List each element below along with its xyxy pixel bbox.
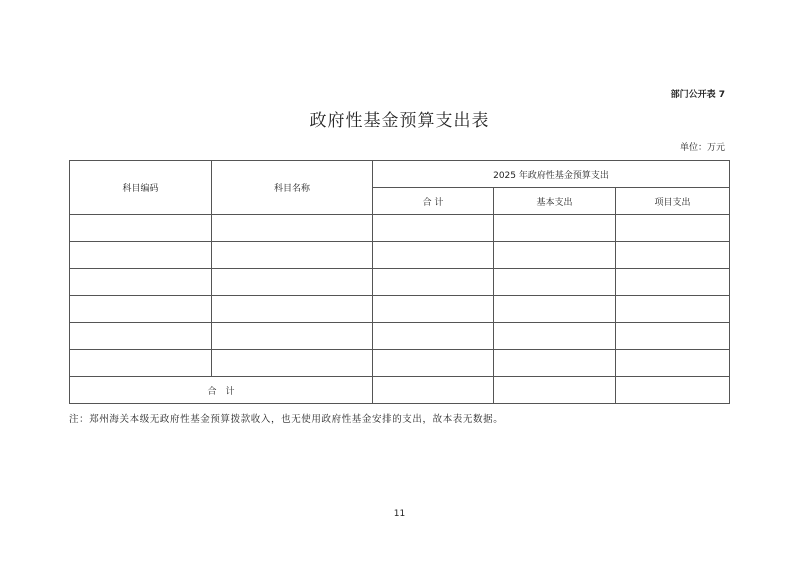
cell-name	[212, 242, 373, 269]
table-row	[70, 323, 730, 350]
cell-project	[616, 296, 730, 323]
header-basic-expense: 基本支出	[494, 188, 616, 215]
cell-basic	[494, 215, 616, 242]
table-row	[70, 215, 730, 242]
cell-total	[373, 269, 494, 296]
table-row	[70, 269, 730, 296]
total-basic	[494, 377, 616, 404]
total-row	[70, 377, 730, 404]
document-label: 部门公开表 7	[670, 90, 725, 100]
cell-code	[70, 269, 212, 296]
cell-project	[616, 323, 730, 350]
cell-code	[70, 242, 212, 269]
table-header-row	[70, 161, 730, 188]
header-total: 合 计	[373, 188, 494, 215]
table-row	[70, 242, 730, 269]
cell-name	[212, 296, 373, 323]
header-project-expense: 项目支出	[616, 188, 730, 215]
page-title: 政府性基金预算支出表	[309, 111, 490, 131]
total-label: 合 计	[70, 377, 373, 404]
footnote: 注：郑州海关本级无政府性基金预算拨款收入，也无使用政府性基金安排的支出，故本表无数据。	[69, 414, 504, 425]
cell-project	[616, 215, 730, 242]
cell-total	[373, 323, 494, 350]
cell-total	[373, 242, 494, 269]
page-number: 11	[393, 509, 406, 519]
total-sum	[373, 377, 494, 404]
cell-project	[616, 242, 730, 269]
unit-label: 单位：万元	[679, 143, 725, 153]
cell-project	[616, 269, 730, 296]
cell-basic	[494, 296, 616, 323]
cell-basic	[494, 350, 616, 377]
cell-total	[373, 296, 494, 323]
total-project	[616, 377, 730, 404]
cell-total	[373, 350, 494, 377]
cell-project	[616, 350, 730, 377]
header-subject-code: 科目编码	[70, 161, 212, 215]
table-row	[70, 350, 730, 377]
cell-code	[70, 350, 212, 377]
cell-basic	[494, 269, 616, 296]
cell-basic	[494, 323, 616, 350]
cell-code	[70, 296, 212, 323]
header-group: 2025 年政府性基金预算支出	[373, 161, 730, 188]
cell-total	[373, 215, 494, 242]
cell-code	[70, 323, 212, 350]
cell-basic	[494, 242, 616, 269]
cell-name	[212, 323, 373, 350]
header-subject-name: 科目名称	[212, 161, 373, 215]
cell-code	[70, 215, 212, 242]
table-row	[70, 296, 730, 323]
cell-name	[212, 269, 373, 296]
cell-name	[212, 350, 373, 377]
budget-table	[69, 160, 730, 404]
cell-name	[212, 215, 373, 242]
